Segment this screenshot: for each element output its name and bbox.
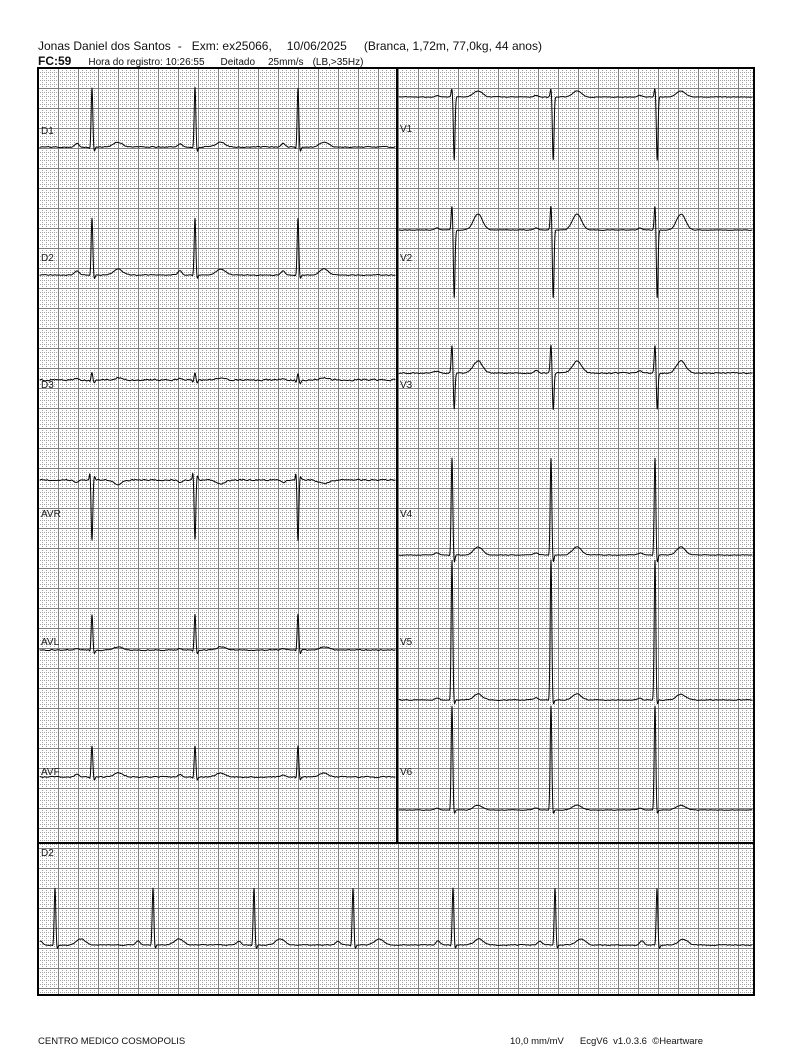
- heart-rate: FC:59: [38, 54, 72, 68]
- exam-id: Exm: ex25066,: [191, 39, 272, 53]
- lead-label-rhythm: D2: [41, 848, 54, 859]
- lead-label-v1: V1: [400, 124, 413, 135]
- paper-speed: 25mm/s: [268, 57, 304, 68]
- lead-label-d2: D2: [41, 253, 54, 264]
- record-time: Hora do registro: 10:26:55: [88, 57, 205, 68]
- footer-info: [510, 1036, 703, 1048]
- patient-position: Deitado: [220, 57, 255, 68]
- lead-label-avf: AVF: [41, 767, 60, 778]
- lead-label-v2: V2: [400, 253, 413, 264]
- lead-label-d3: D3: [41, 380, 54, 391]
- institution-name: CENTRO MEDICO COSMOPOLIS: [38, 1036, 186, 1047]
- recording-info: [38, 55, 363, 69]
- lead-label-v4: V4: [400, 509, 413, 520]
- lead-label-avr: AVR: [41, 509, 61, 520]
- gain-setting: 10,0 mm/mV: [510, 1036, 564, 1047]
- lead-label-v5: V5: [400, 637, 413, 648]
- patient-name: Jonas Daniel dos Santos: [38, 39, 171, 53]
- filter-setting: (LB,>35Hz): [312, 57, 364, 68]
- header-separator: -: [177, 39, 182, 53]
- lead-label-d1: D1: [41, 126, 54, 137]
- patient-details: (Branca, 1,72m, 77,0kg, 44 anos): [363, 39, 542, 53]
- patient-header: [38, 39, 542, 53]
- lead-label-avl: AVL: [41, 637, 60, 648]
- software-version: EcgV6 v1.0.3.6 ©Heartware: [579, 1036, 704, 1047]
- exam-date: 10/06/2025: [286, 39, 347, 53]
- lead-label-v6: V6: [400, 767, 413, 778]
- lead-label-v3: V3: [400, 380, 413, 391]
